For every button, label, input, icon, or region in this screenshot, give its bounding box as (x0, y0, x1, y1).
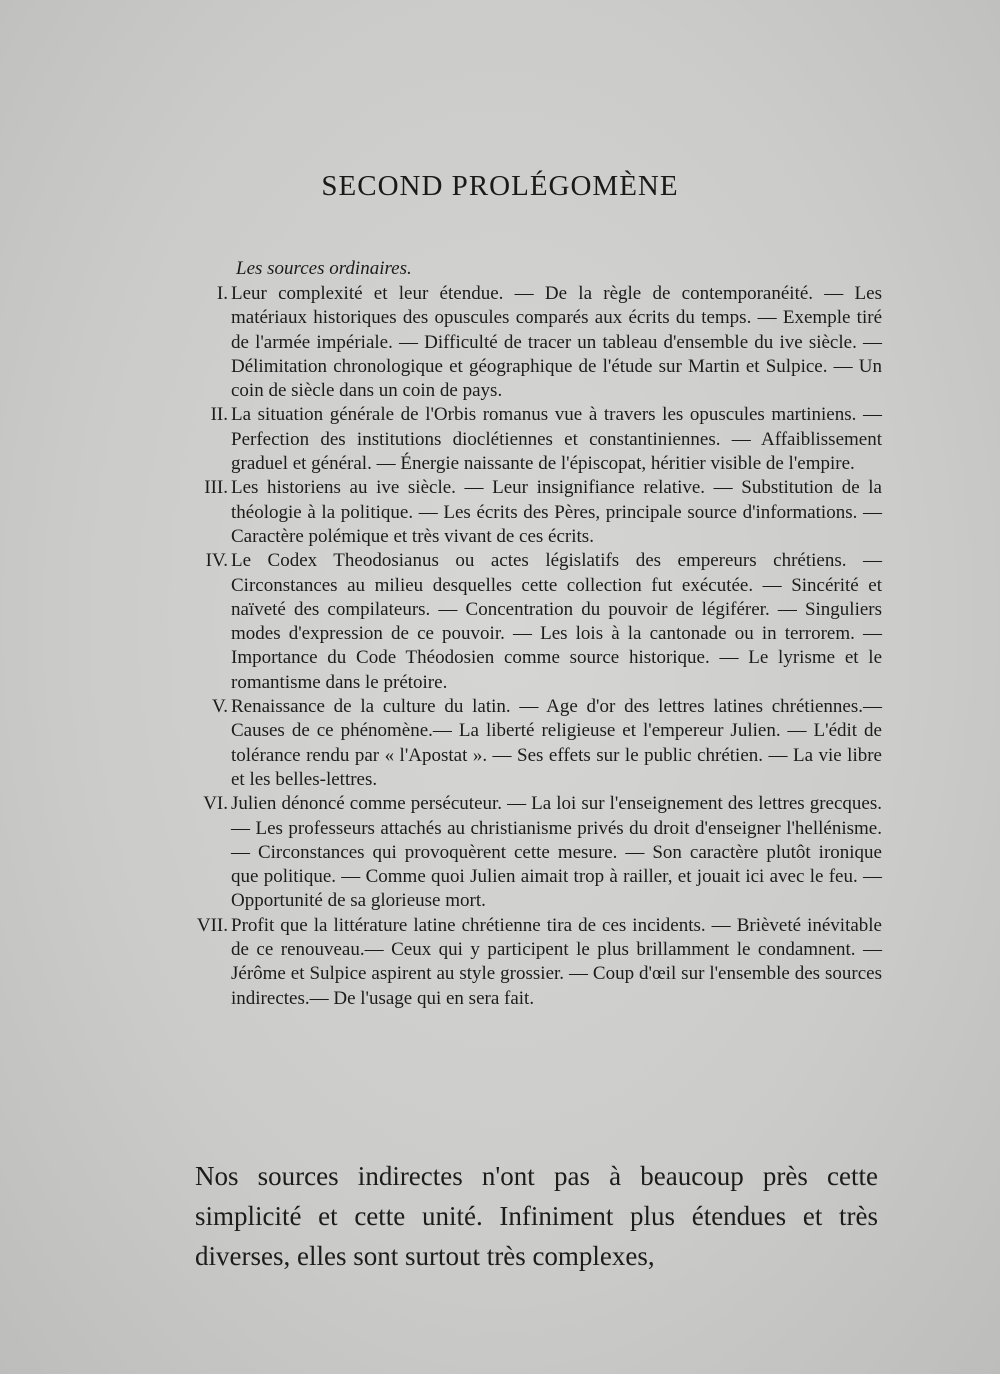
section-number: II. (210, 404, 228, 426)
summary-section-5 (160, 695, 882, 792)
section-number: V. (211, 696, 228, 718)
section-number: VII. (196, 914, 228, 936)
summary-section-3 (160, 476, 882, 549)
chapter-title: SECOND PROLÉGOMÈNE (321, 170, 679, 202)
section-text: Le Codex Theodosianus ou actes législatifs des empereurs chrétiens. — Circonstances au milieu desquelles cette collection fut exécutée. — Sincérité et naïveté des compilateurs. — Concentration du pouvoir de légiférer. — Singuliers modes d'expression de ce pouvoir. — Les lois à la cantonade ou in terrorem. — Importance du Code Théodosien comme source historique. — Le lyrisme et le romantisme dans le prétoire. (231, 550, 882, 693)
summary-section-4 (160, 549, 882, 695)
section-text: Profit que la littérature latine chrétienne tira de ces incidents. — Brièveté inévitable de ce renouveau.— Ceux qui y participent le plus brillamment le condamnent. — Jérôme et Sulpice aspirent au style grossier. — Coup d'œil sur l'ensemble des sources indirectes.— De l'usage qui en sera fait. (231, 914, 882, 1009)
section-number: IV. (205, 550, 228, 572)
body-paragraph: Nos sources indirectes n'ont pas à beaucoup près cette simplicité et cette unité. Infiniment plus étendues et très diverses, elles sont surtout très complexes, (195, 1161, 878, 1271)
summary-section-7 (160, 914, 882, 1011)
section-number: I. (216, 283, 228, 304)
summary-section-6 (160, 792, 882, 913)
section-text: Julien dénoncé comme persécuteur. — La loi sur l'enseignement des lettres grecques. — Les professeurs attachés au christianisme privés du droit d'enseigner l'hellénisme. — Circonstances qui provoquèrent cette mesure. — Son caractère plutôt ironique que politique. — Comme quoi Julien aimait trop à railler, et jouait ici avec le feu. — Opportunité de sa glorieuse mort. (231, 793, 882, 912)
section-number: III. (204, 477, 228, 499)
section-text: Les historiens au ive siècle. — Leur insignifiance relative. — Substitution de la théologie à la politique. — Les écrits des Pères, principale source d'informations. — Caractère polémique et très vivant de ces écrits. (231, 477, 882, 547)
section-text: Renaissance de la culture du latin. — Age d'or des lettres latines chrétiennes.— Causes de ce phénomène.— La liberté religieuse et l'empereur Julien. — L'édit de tolérance rendu par « l'Apostat ». — Ses effets sur le public chrétien. — La vie libre et les belles-lettres. (231, 696, 882, 790)
section-number: VI. (203, 793, 228, 815)
section-text: Leur complexité et leur étendue. — De la règle de contemporanéité. — Les matériaux historiques des opuscules comparés aux écrits du temps. — Exemple tiré de l'armée impériale. — Difficulté de tracer un tableau d'ensemble du ive siècle. — Délimitation chronologique et géographique de l'étude sur Martin et Sulpice. — Un coin de siècle dans un coin de pays. (231, 283, 882, 402)
section-text: La situation générale de l'Orbis romanus vue à travers les opuscules martiniens. — Perfection des institutions dioclétiennes et constantiniennes. — Affaiblissement graduel et général. — Énergie naissante de l'épiscopat, héritier visible de l'empire. (231, 404, 882, 475)
chapter-summary (160, 282, 882, 1011)
chapter-subtitle: Les sources ordinaires. (236, 258, 412, 279)
summary-section-1 (160, 282, 882, 403)
summary-section-2 (160, 403, 882, 476)
